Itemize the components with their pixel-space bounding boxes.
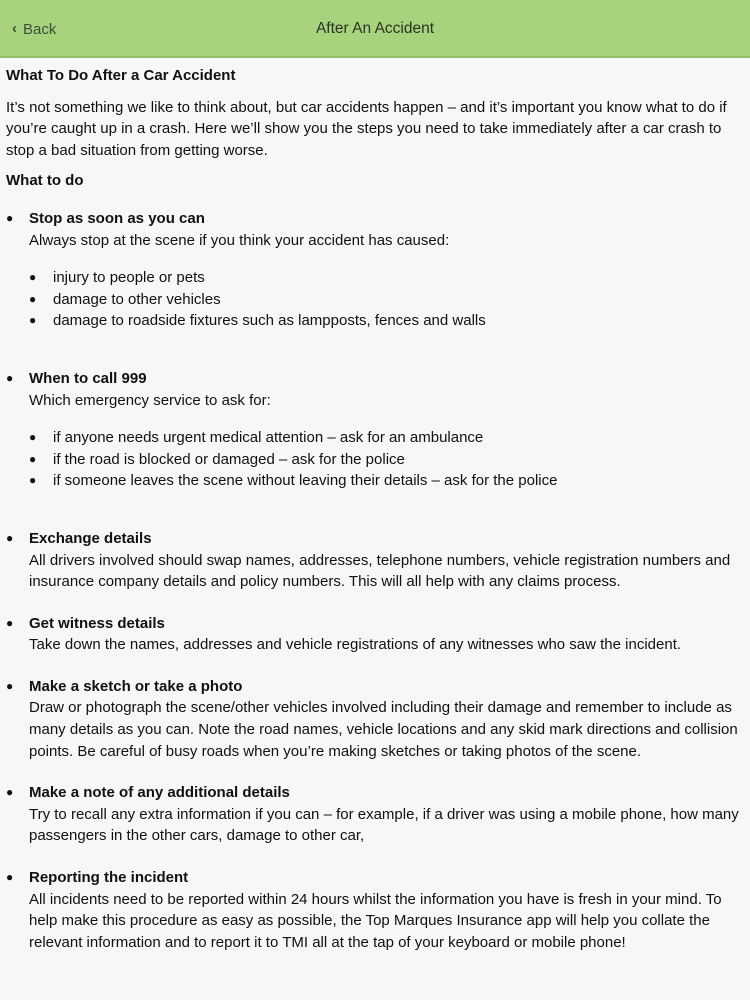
list-item bbox=[6, 676, 744, 762]
step-title: ● Make a note of any additional details bbox=[29, 784, 290, 802]
list-item bbox=[6, 613, 744, 656]
step-title: ● Exchange details bbox=[29, 529, 152, 547]
step-title: ● Make a sketch or take a photo bbox=[29, 677, 243, 695]
step-title: ● Reporting the incident bbox=[29, 869, 189, 887]
sub-list-item: ● damage to roadside fixtures such as lampposts, fences and walls bbox=[29, 310, 744, 332]
list-item bbox=[6, 528, 744, 593]
step-title: ● Get witness details bbox=[29, 614, 165, 632]
sub-list bbox=[29, 427, 744, 492]
steps-list bbox=[6, 208, 744, 953]
step-title: ● When to call 999 bbox=[29, 369, 147, 387]
page-title: After An Accident bbox=[315, 20, 435, 37]
list-item bbox=[6, 782, 744, 847]
back-label: Back bbox=[23, 20, 57, 38]
sub-list-item: ● injury to people or pets bbox=[29, 267, 744, 289]
back-button[interactable] bbox=[12, 0, 56, 58]
list-item bbox=[6, 867, 744, 953]
step-body: Try to recall any extra information if you can – for example, if a driver was using a mobile phone, how many passengers in the other cars, damage to other car, bbox=[29, 805, 739, 845]
article-content bbox=[0, 58, 750, 953]
step-title: ● Stop as soon as you can bbox=[29, 209, 205, 227]
step-body: All incidents need to be reported within 24 hours whilst the information you have is fresh in your mind. To help make this procedure as easy as possible, the Top Marques Insurance app will help you collate the relevant information and to report it to TMI all at the tap of your keyboard or mobile phone! bbox=[29, 890, 722, 951]
sub-list-item: ● damage to other vehicles bbox=[29, 289, 744, 311]
chevron-left-icon: ‹ bbox=[12, 19, 17, 37]
step-body: Take down the names, addresses and vehicle registrations of any witnesses who saw the incident. bbox=[29, 636, 682, 654]
sub-list-item: ● if someone leaves the scene without leaving their details – ask for the police bbox=[29, 470, 744, 492]
article-intro: It’s not something we like to think about, but car accidents happen – and it’s important you know what to do if you’re caught up in a crash. Here we’ll show you the steps you need to take immediately after a car crash to stop a bad situation from getting worse. bbox=[6, 98, 727, 159]
sub-list bbox=[29, 267, 744, 332]
list-item bbox=[6, 368, 744, 492]
list-item bbox=[6, 208, 744, 332]
step-body: All drivers involved should swap names, addresses, telephone numbers, vehicle registration numbers and insurance company details and policy numbers. This will all help with any claims process. bbox=[29, 551, 731, 591]
section-title: What to do bbox=[6, 172, 84, 190]
sub-list-item: ● if anyone needs urgent medical attention – ask for an ambulance bbox=[29, 427, 744, 449]
step-body: Always stop at the scene if you think your accident has caused: bbox=[29, 231, 450, 249]
step-body: Which emergency service to ask for: bbox=[29, 391, 271, 409]
step-body: Draw or photograph the scene/other vehicles involved including their damage and remember to include as many details as you can. Note the road names, vehicle locations and any skid mark directions and collision points. Be careful of busy roads when you’re making sketches or taking photos of the scene. bbox=[29, 699, 738, 760]
article-heading: What To Do After a Car Accident bbox=[6, 67, 236, 84]
navigation-bar bbox=[0, 0, 750, 58]
sub-list-item: ● if the road is blocked or damaged – ask for the police bbox=[29, 449, 744, 471]
